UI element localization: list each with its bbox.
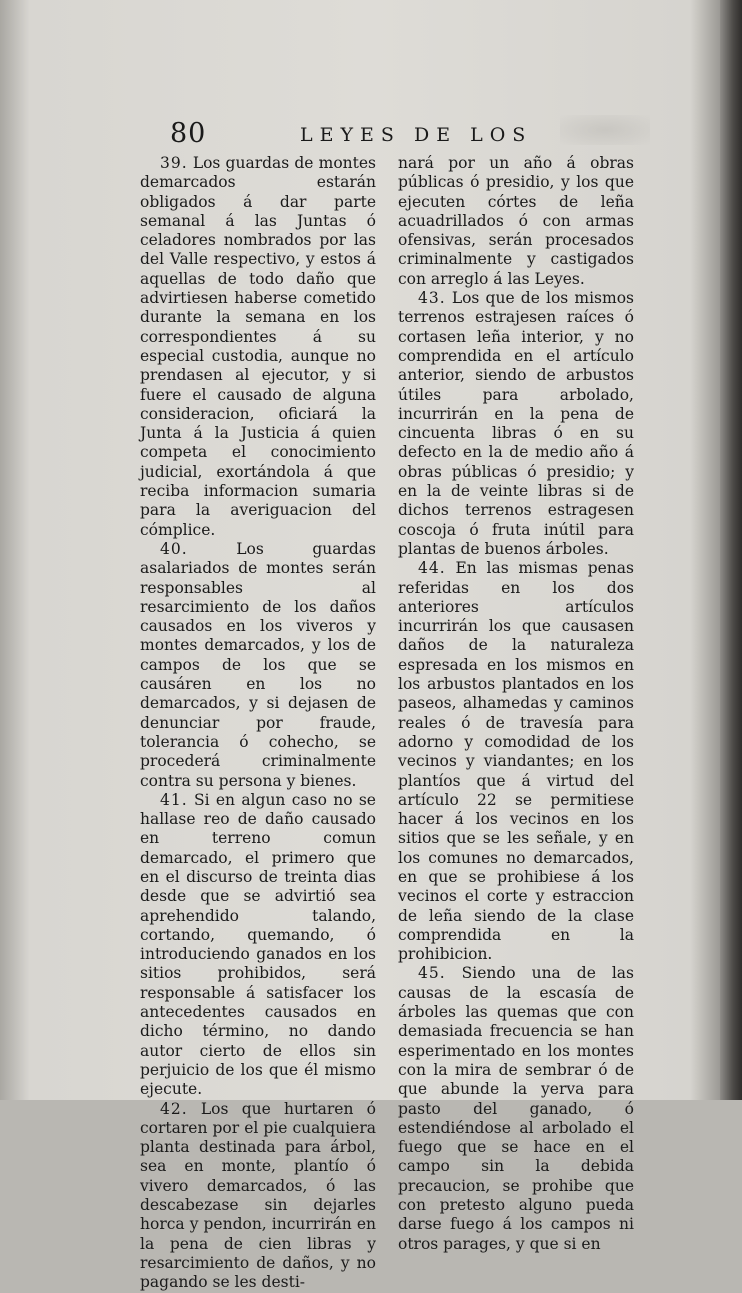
article-number: 42. xyxy=(160,1099,188,1118)
right-column xyxy=(398,154,634,1254)
article-number: 45. xyxy=(418,964,446,983)
article-text: Siendo una de las causas de la escasía de árboles las quemas que con demasiada frecuencia se han esperimentado en los montes con la mira de sembrar ó de que abunde la yerva para pasto del ganado, ó estendiéndose al arbolado el fuego que se hace en el campo sin la debida precaucion, se prohibe que con pretesto alguno pueda darse fuego á los campos ni otros parages, y que si en xyxy=(398,964,634,1253)
article-number: 44. xyxy=(418,559,446,578)
article-text: En las mismas penas referidas en los dos anteriores artículos incurrirán los que causasen daños de la naturaleza espresada en los mismos en los arbustos plantados en los paseos, alhamedas y caminos reales ó de travesía para adorno y comodidad de los vecinos y viandantes; en los plantíos que á virtud del artículo 22 se permitiese hacer á los vecinos en los sitios que se les señale, y en los comunes no demarcados, en que se prohibiese á los vecinos el corte y estraccion de leña siendo de la clase comprendida en la prohibicion. xyxy=(398,559,634,964)
article-45 xyxy=(398,964,634,1253)
article-41 xyxy=(140,791,376,1100)
article-43 xyxy=(398,289,634,559)
page-number: 80 xyxy=(170,118,207,149)
article-44 xyxy=(398,559,634,964)
article-39 xyxy=(140,154,376,540)
article-text: Los que de los mismos terrenos estrajesen raíces ó cortasen leña interior, y no comprendida en el artículo anterior, siendo de arbustos útiles para arbolado, incurrirán en la pena de cincuenta libras ó en su defecto en la de medio año á obras públicas ó presidio; y en la de veinte libras si de dichos terrenos estragesen coscoja ó fruta inútil para plantas de buenos árboles. xyxy=(398,289,634,558)
article-text: Los guardas asalariados de montes serán responsables al resarcimiento de los daños causados en los viveros y montes demarcados, y los de campos de los que se causáren en los no demarcados, y si dejasen de denunciar por fraude, tolerancia ó cohecho, se procederá criminalmente contra su persona y bienes. xyxy=(140,539,376,790)
article-number: 39. xyxy=(160,154,188,172)
article-text: Los guardas de montes demarcados estarán obligados á dar parte semanal á las Juntas ó celadores nombrados por las del Valle respectivo, y estos á aquellas de todo daño que advirtiesen haberse cometido durante la semana en los correspondientes á su especial custodia, aunque no prendasen al ejecutor, y si fuere el causado de alguna consideracion, oficiará la Junta á la Justicia á quien competa el conocimiento judicial, exortándola á que reciba informacion sumaria para la averiguacion del cómplice. xyxy=(140,154,376,539)
running-head: LEYES DE LOS xyxy=(300,124,533,146)
article-42-continuation xyxy=(398,154,634,289)
article-40 xyxy=(140,540,376,791)
binding-edge xyxy=(720,0,742,1100)
article-text: nará por un año á obras públicas ó presidio, y los que ejecuten córtes de leña acuadrillados ó con armas ofensivas, serán procesados criminalmente y castigados con arreglo á las Leyes. xyxy=(398,154,634,288)
article-text: Si en algun caso no se hallase reo de daño causado en terreno comun demarcado, el primero que en el discurso de treinta dias desde que se advirtió sea aprehendido talando, cortando, quemando, ó introduciendo ganados en los sitios prohibidos, será responsable á satisfacer los antecedentes causados en dicho término, no dando autor cierto de ellos sin perjuicio de los que él mismo ejecute. xyxy=(140,790,376,1099)
article-text: Los que hurtaren ó cortaren por el pie cualquiera planta destinada para árbol, sea en monte, plantío ó vivero demarcados, ó las descabezase sin dejarles horca y pendon, incurrirán en la pena de cien libras y resarcimiento de daños, y no pagando se les desti- xyxy=(140,1099,376,1292)
article-number: 43. xyxy=(418,289,446,308)
article-42 xyxy=(140,1100,376,1293)
article-number: 40. xyxy=(160,539,188,558)
page-header xyxy=(170,118,640,152)
article-number: 41. xyxy=(160,790,188,809)
left-column xyxy=(140,154,376,1293)
